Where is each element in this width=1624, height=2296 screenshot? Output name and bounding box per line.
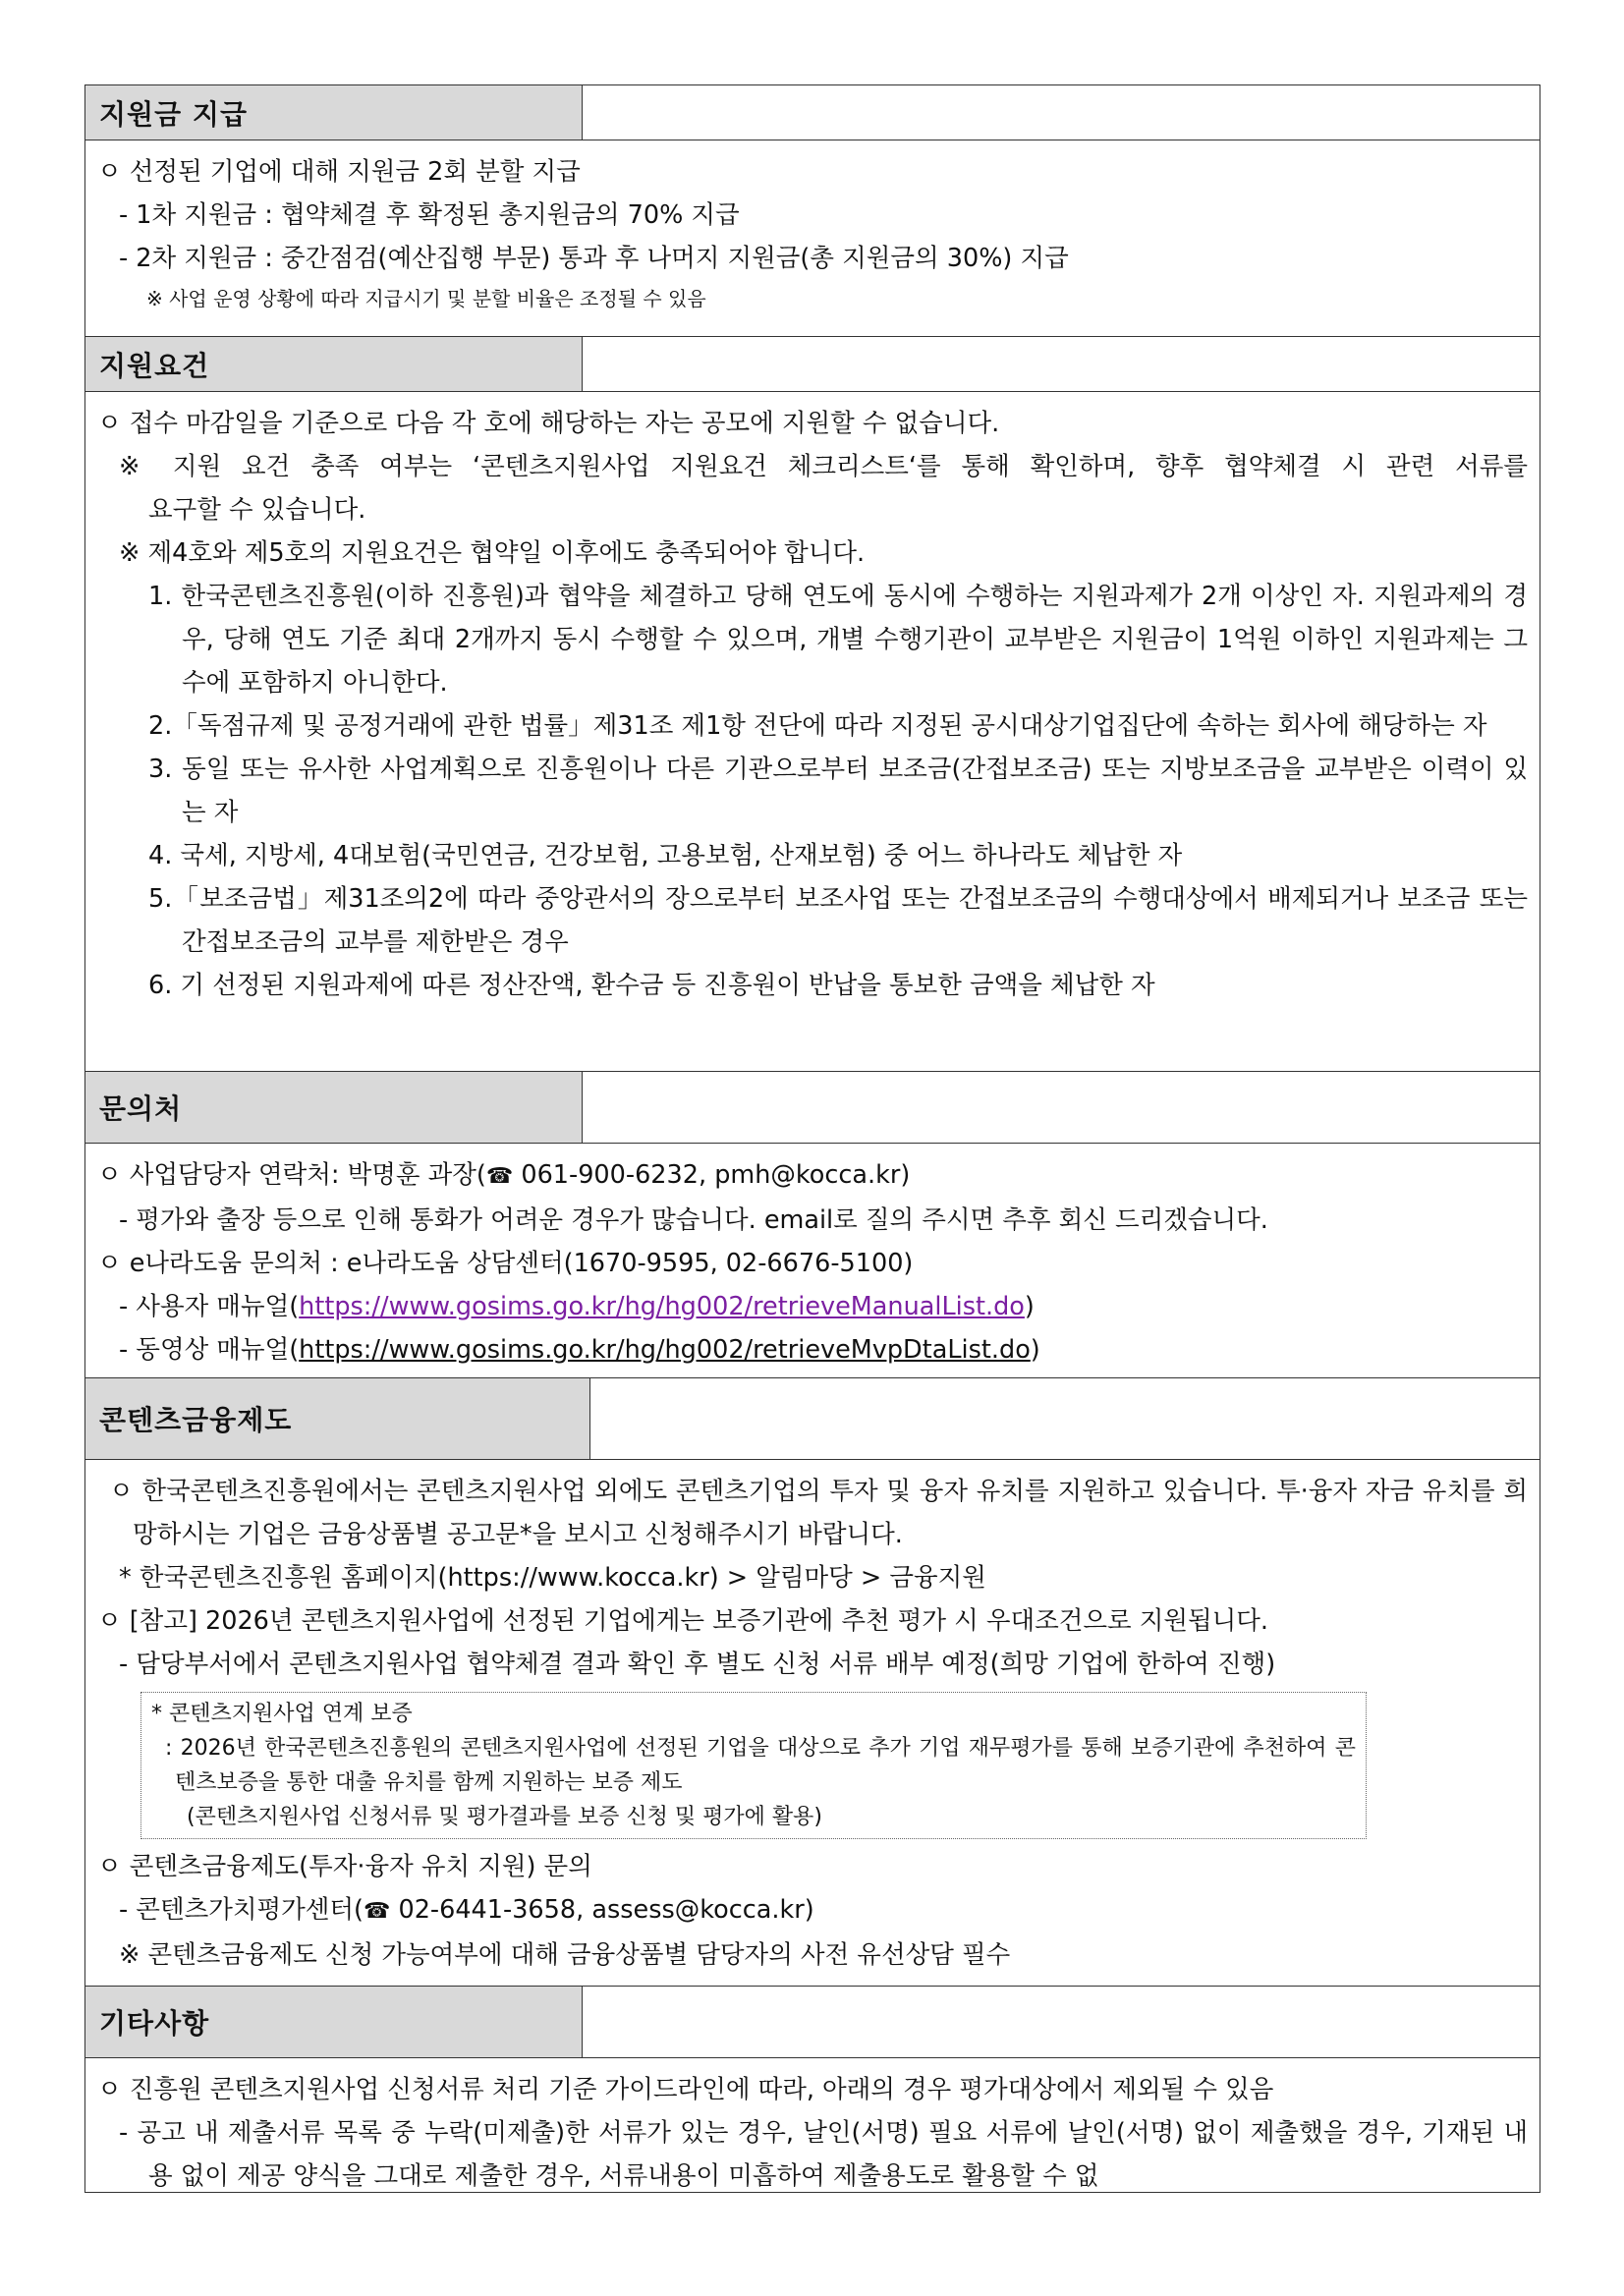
section-body-finance xyxy=(84,1459,1540,1986)
center-contact: 02-6441-3658, assess@kocca.kr) xyxy=(390,1895,814,1925)
document-page xyxy=(84,84,1540,2193)
list-item: 6. 기 선정된 지원과제에 따른 정산잔액, 환수금 등 진흥원이 반납을 통보한 금액을 체납한 자 xyxy=(148,971,1155,1000)
text-line: ㅇ 한국콘텐츠진흥원에서는 콘텐츠지원사업 외에도 콘텐츠기업의 투자 및 융자 유치를 지원하고 있습니다. 투·융자 자금 유치를 희망하시는 기업은 금융상품별 공고문*을 보시고 신청해주시기 바랍니다. xyxy=(109,1477,1528,1549)
text-line: ㅇ 콘텐츠금융제도(투자·융자 유치 지원) 문의 xyxy=(97,1852,592,1881)
phone-icon: ☎ xyxy=(363,1899,391,1924)
text-line: ※ 콘텐츠금융제도 신청 가능여부에 대해 금융상품별 담당자의 사전 유선상담 필수 xyxy=(119,1940,1011,1970)
paren-close: ) xyxy=(1024,1292,1035,1321)
text-line: ※ 지원 요건 충족 여부는 ‘콘텐츠지원사업 지원요건 체크리스트‘를 통해 확인하며, 향후 협약체결 시 관련 서류를 xyxy=(119,452,1528,481)
text-line xyxy=(97,1153,1528,1199)
note-line: * 콘텐츠지원사업 연계 보증 xyxy=(151,1702,413,1726)
video-manual-label: - 동영상 매뉴얼( xyxy=(119,1335,300,1365)
user-manual-link[interactable]: https://www.gosims.go.kr/hg/hg002/retrieveManualList.do xyxy=(299,1292,1025,1321)
text-line xyxy=(97,1285,1528,1328)
text-line: ㅇ e나라도움 문의처 : e나라도움 상담센터(1670-9595, 02-6676-5100) xyxy=(97,1249,914,1278)
section-title: 문의처 xyxy=(85,1072,583,1143)
text-line: ㅇ 선정된 기업에 대해 지원금 2회 분할 지급 xyxy=(97,157,581,187)
text-line: - 2차 지원금 : 중간점검(예산집행 부문) 통과 후 나머지 지원금(총 지원금의 30%) 지급 xyxy=(119,244,1069,273)
paren-close: ) xyxy=(1030,1335,1040,1365)
section-header-etc xyxy=(84,1986,1540,2057)
manual-label: - 사용자 매뉴얼( xyxy=(119,1292,300,1321)
section-header-payment xyxy=(84,84,1540,140)
text-line xyxy=(97,1888,1528,1933)
text-line: - 1차 지원금 : 협약체결 후 확정된 총지원금의 70% 지급 xyxy=(119,200,740,230)
section-body-payment xyxy=(84,140,1540,336)
section-title: 지원요건 xyxy=(85,337,583,391)
text-line: - 평가와 출장 등으로 인해 통화가 어려운 경우가 많습니다. email로 질의 주시면 추후 회신 드리겠습니다. xyxy=(119,1205,1268,1235)
center-label: - 콘텐츠가치평가센터( xyxy=(119,1895,364,1925)
section-header-finance xyxy=(84,1377,1540,1459)
text-line xyxy=(97,1328,1528,1372)
text-line: * 한국콘텐츠진흥원 홈페이지(https://www.kocca.kr) > 알림마당 > 금융지원 xyxy=(119,1563,986,1593)
text-line: ㅇ 진흥원 콘텐츠지원사업 신청서류 처리 기준 가이드라인에 따라, 아래의 경우 평가대상에서 제외될 수 있음 xyxy=(97,2075,1274,2104)
note-line: ※ 사업 운영 상황에 따라 지급시기 및 분할 비율은 조정될 수 있음 xyxy=(146,287,706,310)
section-header-requirements xyxy=(84,336,1540,391)
video-manual-link[interactable]: https://www.gosims.go.kr/hg/hg002/retrieveMvpDtaList.do xyxy=(299,1335,1031,1365)
text-line: - 담당부서에서 콘텐츠지원사업 협약체결 결과 확인 후 별도 신청 서류 배부 예정(희망 기업에 한하여 진행) xyxy=(119,1650,1276,1679)
text-line: ㅇ 접수 마감일을 기준으로 다음 각 호에 해당하는 자는 공모에 지원할 수 없습니다. xyxy=(97,409,1000,438)
section-body-requirements xyxy=(84,391,1540,1071)
contact-suffix: 061-900-6232, pmh@kocca.kr) xyxy=(513,1160,911,1190)
section-body-contact xyxy=(84,1143,1540,1377)
section-title: 콘텐츠금융제도 xyxy=(85,1378,590,1459)
section-title: 기타사항 xyxy=(85,1987,583,2057)
text-line: ※ 제4호와 제5호의 지원요건은 협약일 이후에도 충족되어야 합니다. xyxy=(119,538,866,568)
list-item: 3. 동일 또는 유사한 사업계획으로 진흥원이나 다른 기관으로부터 보조금(간접보조금) 또는 지방보조금을 교부받은 이력이 있는 자 xyxy=(148,755,1528,827)
text-line: ㅇ [참고] 2026년 콘텐츠지원사업에 선정된 기업에게는 보증기관에 추천 평가 시 우대조건으로 지원됩니다. xyxy=(97,1606,1269,1636)
text-line: - 공고 내 제출서류 목록 중 누락(미제출)한 서류가 있는 경우, 날인(서명) 필요 서류에 날인(서명) 없이 제출했을 경우, 기재된 내용 없이 제공 양식을 그대로 제출한 경우, 서류내용이 미흡하여 제출용도로 활용할 수 없 xyxy=(119,2118,1528,2191)
text-line: 요구할 수 있습니다. xyxy=(148,495,366,525)
note-line: (콘텐츠지원사업 신청서류 및 평가결과를 보증 신청 및 평가에 활용) xyxy=(187,1805,822,1829)
list-item: 1. 한국콘텐츠진흥원(이하 진흥원)과 협약을 체결하고 당해 연도에 동시에 수행하는 지원과제가 2개 이상인 자. 지원과제의 경우, 당해 연도 기준 최대 2개까지 동시 수행할 수 있으며, 개별 수행기관이 교부받은 지원금이 1억원 이하인 지원과제는 그 수에 포함하지 아니한다. xyxy=(148,582,1528,698)
guarantee-note-box xyxy=(140,1692,1367,1839)
list-item: 5.「보조금법」제31조의2에 따라 중앙관서의 장으로부터 보조사업 또는 간접보조금의 수행대상에서 배제되거나 보조금 또는 간접보조금의 교부를 제한받은 경우 xyxy=(148,884,1528,957)
section-header-contact xyxy=(84,1071,1540,1143)
note-line: : 2026년 한국콘텐츠진흥원의 콘텐츠지원사업에 선정된 기업을 대상으로 추가 기업 재무평가를 통해 보증기관에 추천하여 콘텐츠보증을 통한 대출 유치를 함께 지원하는 보증 제도 xyxy=(165,1736,1356,1795)
phone-icon: ☎ xyxy=(485,1164,514,1189)
section-title: 지원금 지급 xyxy=(85,85,583,140)
contact-prefix: ㅇ 사업담당자 연락처: 박명훈 과장( xyxy=(97,1160,486,1190)
list-item: 4. 국세, 지방세, 4대보험(국민연금, 건강보험, 고용보험, 산재보험) 중 어느 하나라도 체납한 자 xyxy=(148,841,1183,870)
section-body-etc xyxy=(84,2057,1540,2193)
list-item: 2.「독점규제 및 공정거래에 관한 법률」제31조 제1항 전단에 따라 지정된 공시대상기업집단에 속하는 회사에 해당하는 자 xyxy=(148,711,1487,741)
